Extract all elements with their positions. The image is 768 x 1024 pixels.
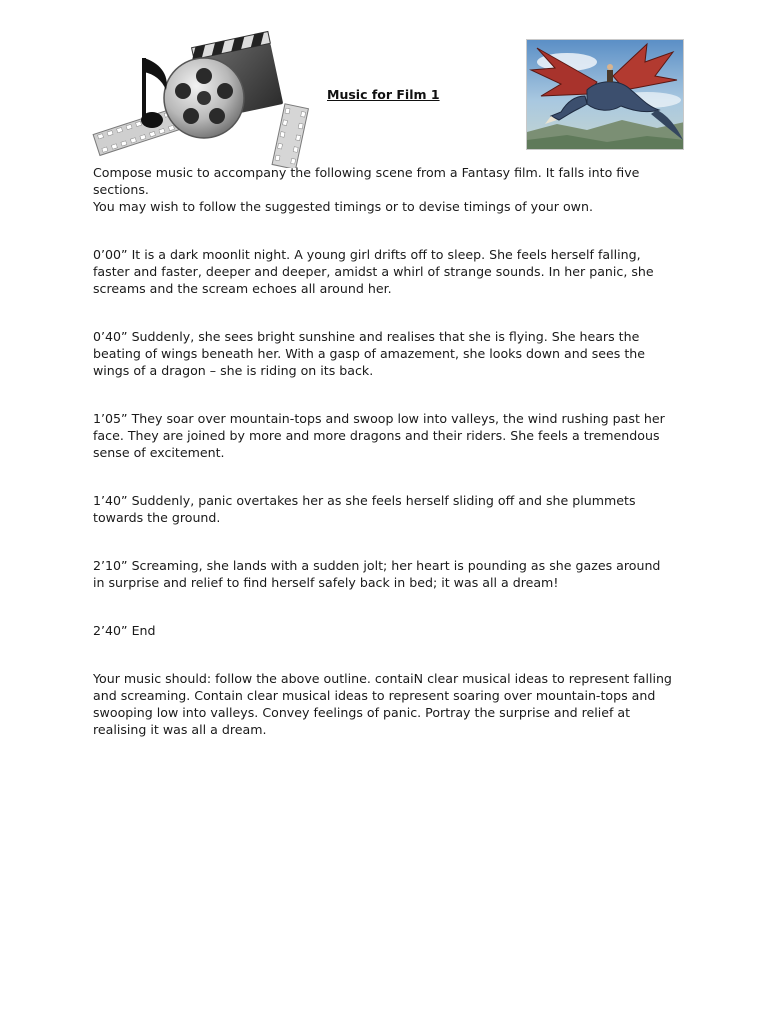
document-body	[93, 164, 673, 738]
section-2-40-end: 2’40” End	[93, 623, 156, 638]
section-1-40: 1’40” Suddenly, panic overtakes her as she feels herself sliding off and she plummets towards the ground.	[93, 493, 636, 525]
intro-paragraph	[93, 164, 673, 215]
film-reel-clipart	[92, 28, 322, 168]
section-0-00: 0’00” It is a dark moonlit night. A young girl drifts off to sleep. She feels herself falling, faster and faster, deeper and deeper, amidst a whirl of strange sounds. In her panic, she screams and the scream echoes all around her.	[93, 247, 654, 296]
section-1-05: 1’05” They soar over mountain-tops and swoop low into valleys, the wind rushing past her face. They are joined by more and more dragons and their riders. She feels a tremendous sense of excitement.	[93, 411, 665, 460]
page-title: Music for Film 1	[327, 87, 440, 102]
dragon-rider-image	[526, 39, 684, 150]
film-reel-icon	[92, 28, 322, 168]
section-0-40: 0’40” Suddenly, she sees bright sunshine and realises that she is flying. She hears the beating of wings beneath her. With a gasp of amazement, she looks down and sees the wings of a dragon – she is riding on its back.	[93, 329, 645, 378]
closing-paragraph: Your music should: follow the above outline. contaiN clear musical ideas to represent falling and screaming. Contain clear musical ideas to represent soaring over mountain-tops and swooping low into valleys. Convey feelings of panic. Portray the surprise and relief at realising it was all a dream.	[93, 671, 672, 737]
dragon-icon	[527, 40, 684, 150]
section-2-10: 2’10” Screaming, she lands with a sudden jolt; her heart is pounding as she gazes around in surprise and relief to find herself safely back in bed; it was all a dream!	[93, 558, 661, 590]
intro-line-1: Compose music to accompany the following scene from a Fantasy film. It falls into five sections.	[93, 165, 640, 197]
intro-line-2: You may wish to follow the suggested timings or to devise timings of your own.	[93, 199, 593, 214]
